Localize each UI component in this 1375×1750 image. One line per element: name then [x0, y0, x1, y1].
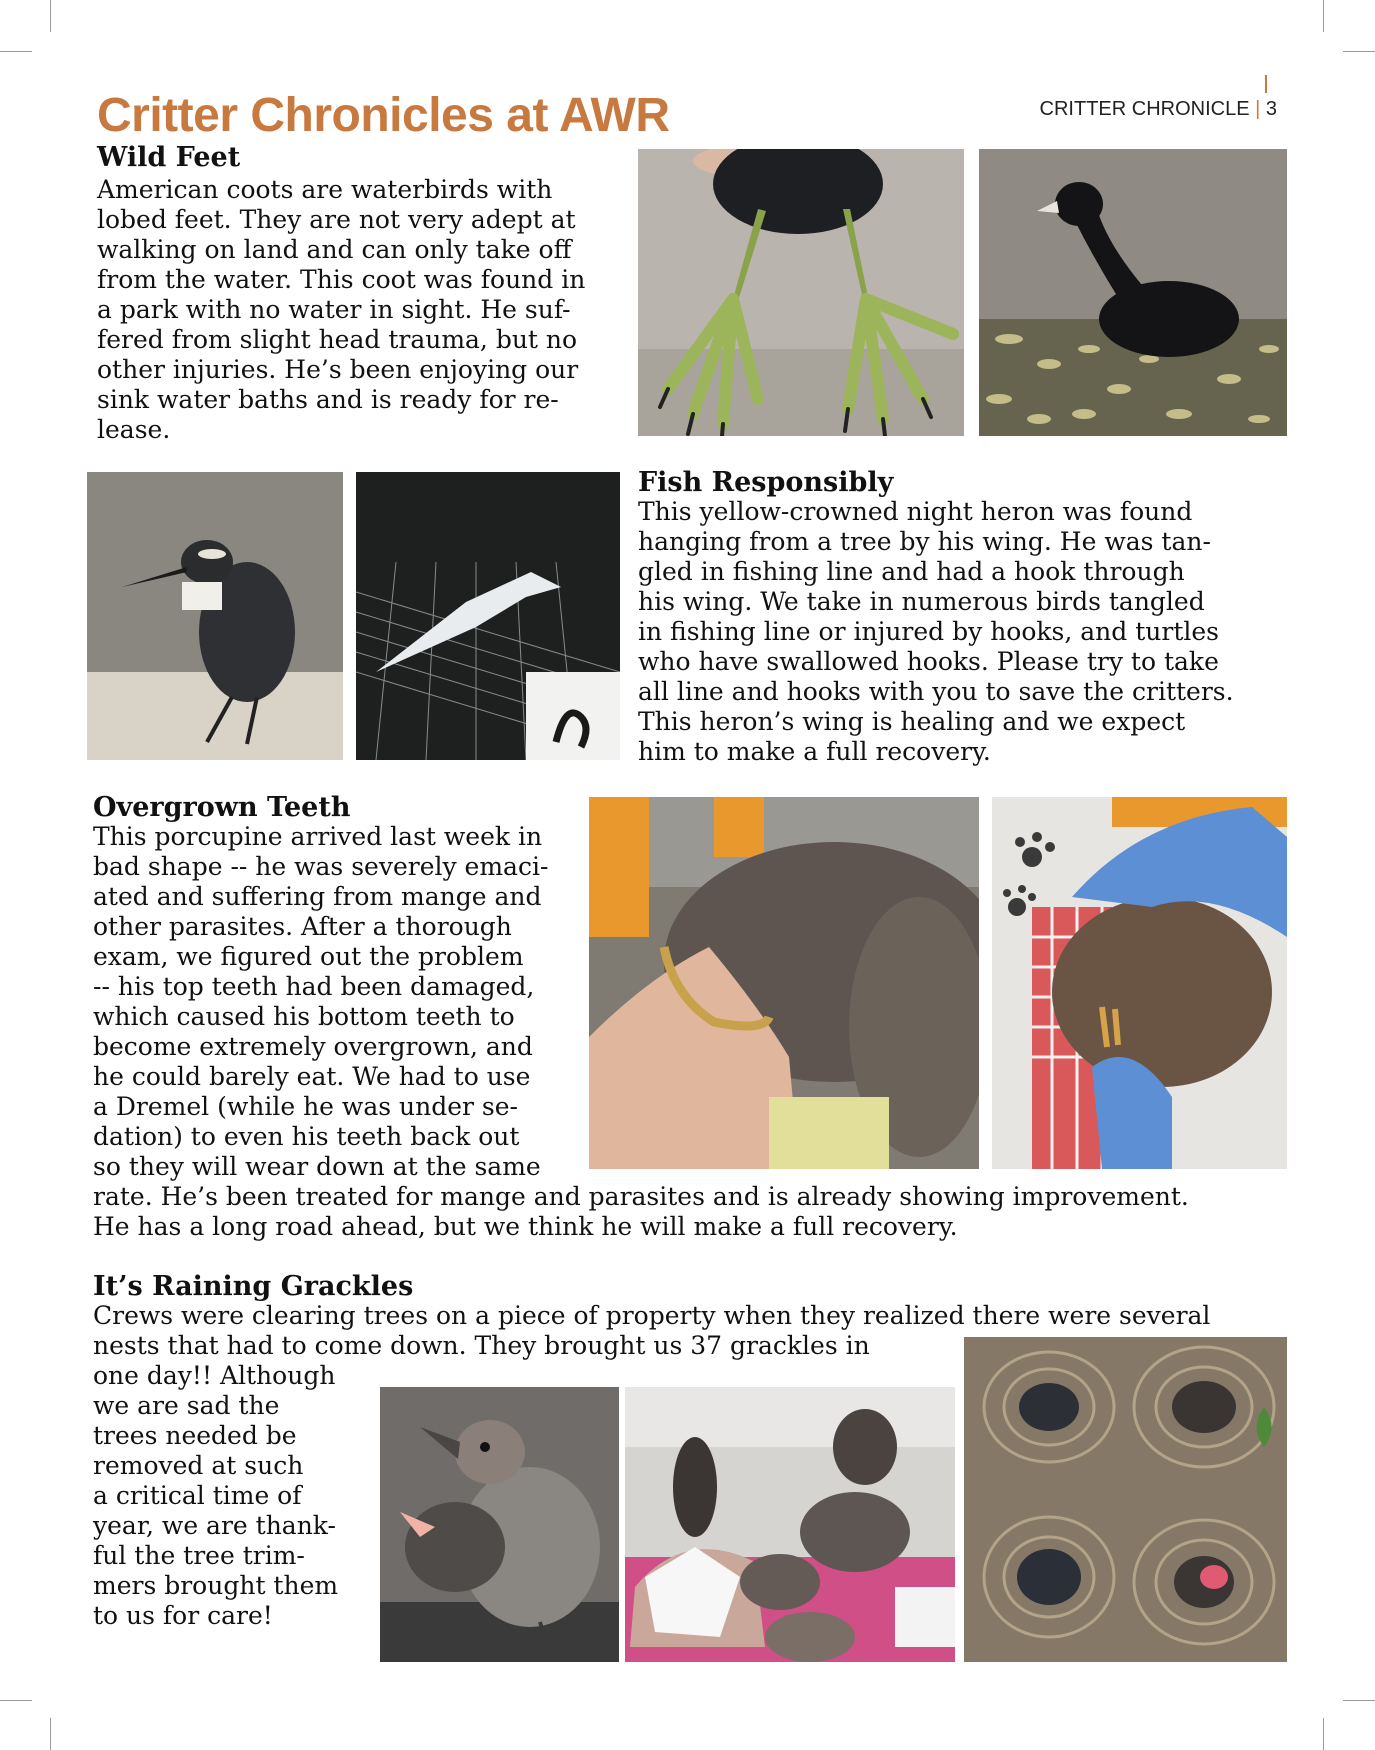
night-heron-photo — [87, 472, 343, 760]
body-line: exam, we figured out the problem — [93, 942, 524, 971]
body-line: we are sad the — [93, 1391, 280, 1420]
body-line: who have swallowed hooks. Please try to take — [638, 647, 1219, 676]
section-body-fish-responsibly — [638, 497, 1234, 767]
body-line: one day!! Although — [93, 1361, 336, 1390]
body-line: mers brought them — [93, 1571, 339, 1600]
body-line: nests that had to come down. They brought us 37 grackles in — [93, 1331, 870, 1360]
body-line: walking on land and can only take off — [97, 235, 572, 264]
body-line: American coots are waterbirds with — [97, 175, 553, 204]
page-title: Critter Chronicles at AWR — [97, 89, 670, 142]
grackles-in-bin-photo — [625, 1387, 955, 1662]
section-heading-overgrown-teeth: Overgrown Teeth — [93, 792, 351, 823]
crop-mark — [1343, 51, 1375, 52]
body-line: in fishing line or injured by hooks, and turtles — [638, 617, 1219, 646]
porcupine-hand-photo — [589, 797, 979, 1169]
body-line: from the water. This coot was found in — [97, 265, 586, 294]
body-line: a Dremel (while he was under se- — [93, 1092, 518, 1121]
running-header-separator: | — [1255, 98, 1261, 120]
body-line: sink water baths and is ready for re- — [97, 385, 559, 414]
body-line: fered from slight head trauma, but no — [97, 325, 578, 354]
body-line: which caused his bottom teeth to — [93, 1002, 515, 1031]
body-line: rate. He’s been treated for mange and parasites and is already showing improvement. — [93, 1182, 1189, 1211]
heron-wing-xray-photo — [356, 472, 620, 760]
body-line: -- his top teeth had been damaged, — [93, 972, 535, 1001]
section-heading-fish-responsibly: Fish Responsibly — [638, 467, 894, 498]
running-header-label: CRITTER CHRONICLE — [1039, 98, 1250, 120]
body-line: gled in fishing line and had a hook through — [638, 557, 1185, 586]
body-line: hanging from a tree by his wing. He was tan- — [638, 527, 1211, 556]
body-line: This heron’s wing is healing and we expect — [638, 707, 1186, 736]
porcupine-gloves-photo — [992, 797, 1287, 1169]
body-line: year, we are thank- — [93, 1511, 336, 1540]
body-line: ful the tree trim- — [93, 1541, 305, 1570]
body-line: ated and suffering from mange and — [93, 882, 542, 911]
body-line: a critical time of — [93, 1481, 302, 1510]
body-line: so they will wear down at the same — [93, 1152, 541, 1181]
body-line: removed at such — [93, 1451, 304, 1480]
crop-mark — [1343, 1700, 1375, 1701]
body-line: a park with no water in sight. He suf- — [97, 295, 571, 324]
body-line: lobed feet. They are not very adept at — [97, 205, 576, 234]
crop-mark — [0, 51, 32, 52]
section-heading-raining-grackles: It’s Raining Grackles — [93, 1271, 414, 1302]
body-line: bad shape -- he was severely emaci- — [93, 852, 549, 881]
body-line: This yellow-crowned night heron was found — [638, 497, 1193, 526]
running-header — [1040, 98, 1277, 121]
body-line: lease. — [97, 415, 171, 444]
section-body-wild-feet — [97, 175, 585, 445]
crop-mark — [0, 1700, 32, 1701]
crop-mark — [50, 1718, 51, 1750]
body-line: He has a long road ahead, but we think he will make a full recovery. — [93, 1212, 958, 1241]
page-number: 3 — [1265, 98, 1277, 120]
body-line: to us for care! — [93, 1601, 273, 1630]
body-line: Crews were clearing trees on a piece of property when they realized there were several — [93, 1301, 1211, 1330]
crop-mark — [1323, 0, 1324, 32]
body-line: him to make a full recovery. — [638, 737, 991, 766]
crop-mark — [50, 0, 51, 32]
coot-in-water-photo — [979, 149, 1287, 436]
header-accent-rule — [1265, 75, 1267, 93]
crop-mark — [1323, 1718, 1324, 1750]
coot-feet-photo — [638, 149, 964, 436]
grackle-nests-photo — [964, 1337, 1287, 1662]
section-heading-wild-feet: Wild Feet — [97, 142, 241, 173]
body-line: This porcupine arrived last week in — [93, 822, 543, 851]
body-line: he could barely eat. We had to use — [93, 1062, 531, 1091]
body-line: other parasites. After a thorough — [93, 912, 512, 941]
body-line: trees needed be — [93, 1421, 297, 1450]
body-line: dation) to even his teeth back out — [93, 1122, 520, 1151]
body-line: his wing. We take in numerous birds tangled — [638, 587, 1205, 616]
body-line: all line and hooks with you to save the critters. — [638, 677, 1234, 706]
grackle-chicks-photo — [380, 1387, 619, 1662]
body-line: become extremely overgrown, and — [93, 1032, 533, 1061]
body-line: other injuries. He’s been enjoying our — [97, 355, 579, 384]
